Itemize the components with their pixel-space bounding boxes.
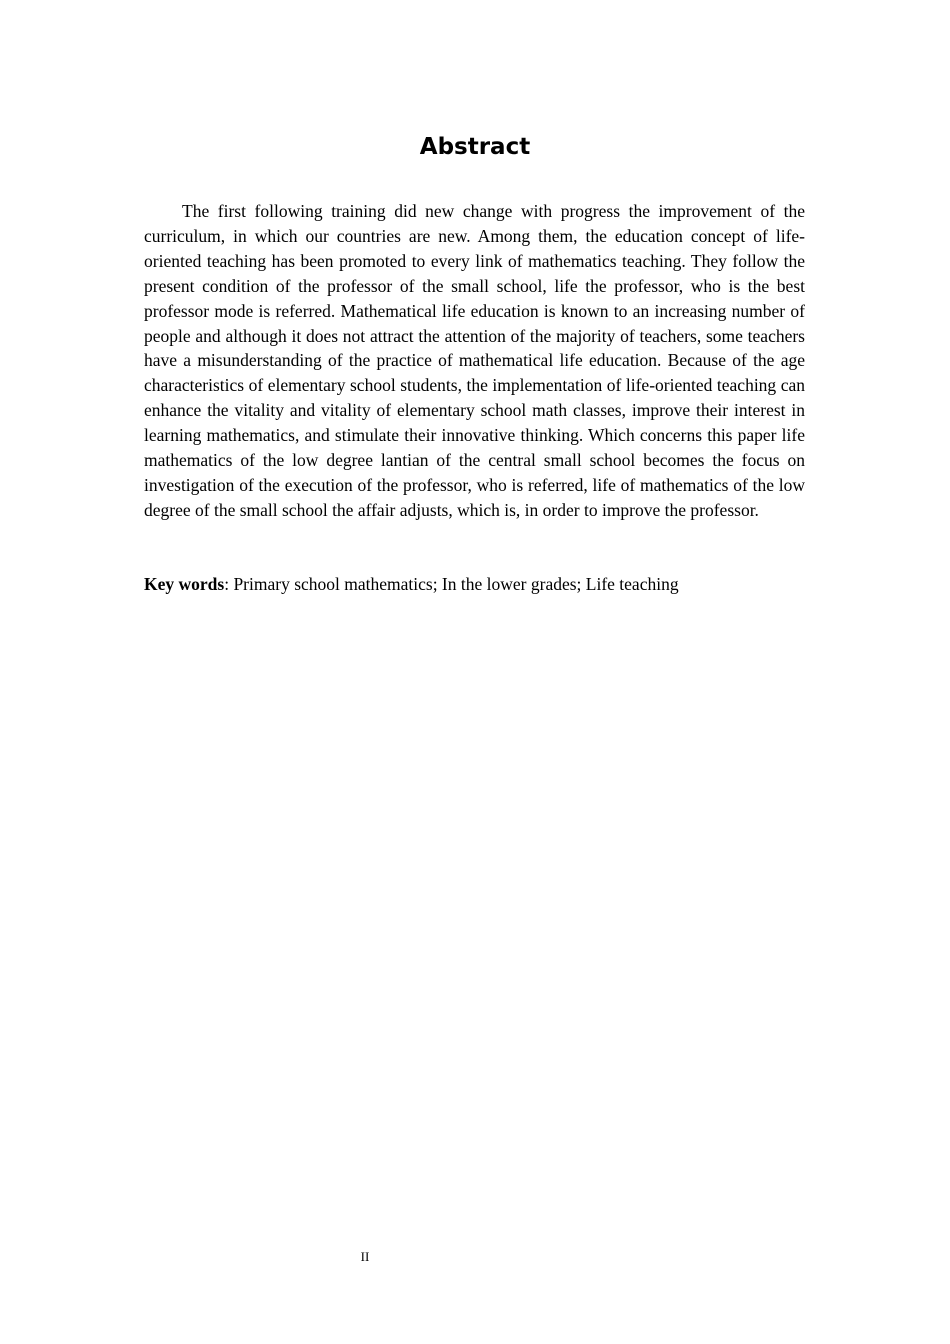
page-number: II (360, 1249, 370, 1264)
keywords-line (144, 572, 805, 597)
keywords-label: Key words (144, 574, 225, 594)
abstract-paragraph: The first following training did new change with progress the improvement of the curriculum, in which our countries are new. Among them, the education concept of life-oriented teaching has been promoted to every link of mathematics teaching. They follow the present condition of the professor of the small school, life the professor, who is the best professor mode is referred. Mathematical life education is known to an increasing number of people and although it does not attract the attention of the majority of teachers, some teachers have a misunderstanding of the practice of mathematical life education. Because of the age characteristics of elementary school students, the implementation of life-oriented teaching can enhance the vitality and vitality of elementary school math classes, improve their interest in learning mathematics, and stimulate their innovative thinking. Which concerns this paper life mathematics of the low degree lantian of the central small school becomes the focus on investigation of the execution of the professor, who is referred, life of mathematics of the low degree of the small school the affair adjusts, which is, in order to improve the professor. (144, 201, 805, 520)
page-title: Abstract (419, 134, 531, 160)
keywords-text: : Primary school mathematics; In the lower grades; Life teaching (224, 574, 679, 594)
